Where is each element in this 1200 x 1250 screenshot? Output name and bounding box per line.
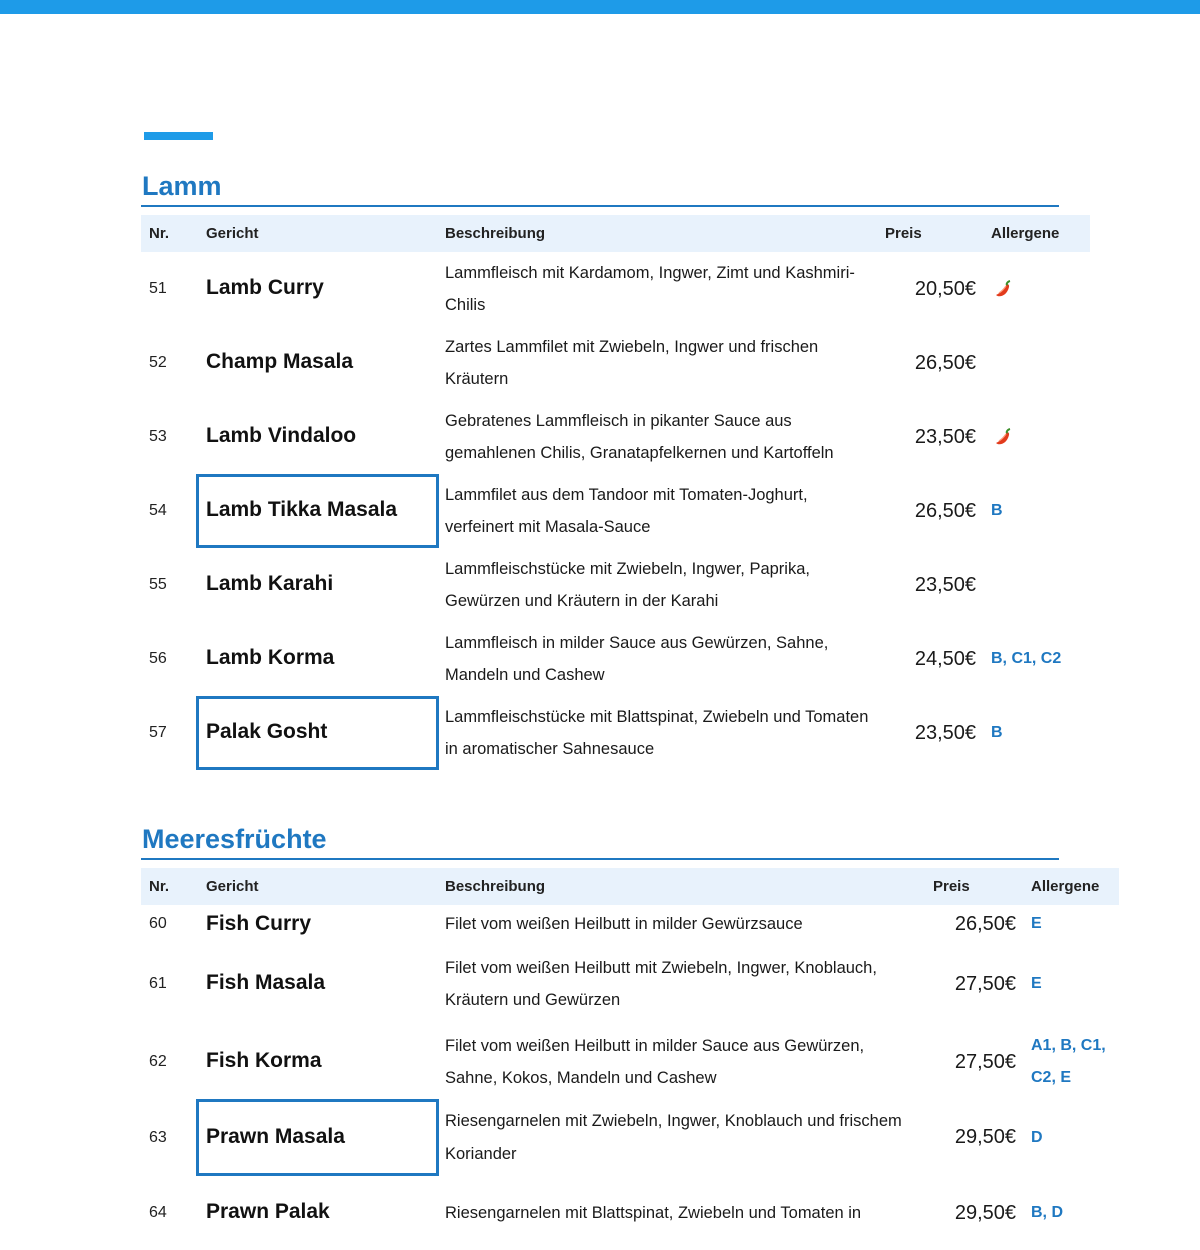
dish-allergens: D <box>1031 1128 1043 1146</box>
section-title-rule <box>141 858 1059 860</box>
table-row[interactable] <box>141 943 1119 1025</box>
table-row[interactable] <box>141 548 1090 622</box>
dish-name[interactable]: Lamb Vindaloo <box>206 424 357 447</box>
dish-description: Lammfleischstücke mit Zwiebeln, Ingwer, Paprika, Gewürzen und Kräutern in der Karahi <box>445 559 810 610</box>
dish-name[interactable]: Fish Korma <box>206 1049 322 1072</box>
chili-pepper-icon <box>991 426 1013 448</box>
dish-description: Filet vom weißen Heilbutt in milder Gewürzsauce <box>445 914 803 933</box>
top-accent-bar <box>0 0 1200 14</box>
dish-price: 29,50€ <box>954 1126 1016 1148</box>
dish-name[interactable]: Prawn Palak <box>206 1200 330 1223</box>
table-row[interactable] <box>141 622 1090 696</box>
dish-description: Filet vom weißen Heilbutt mit Zwiebeln, Ingwer, Knoblauch, Kräutern und Gewürzen <box>445 958 877 1009</box>
dish-allergens <box>982 548 1090 622</box>
section-title-rule <box>141 205 1059 207</box>
header-description: Beschreibung <box>445 878 546 895</box>
dish-description: Lammfleischstücke mit Blattspinat, Zwiebeln und Tomaten in aromatischer Sahnesauce <box>445 707 869 758</box>
dish-allergens <box>982 326 1090 400</box>
dish-price: 23,50€ <box>914 425 976 448</box>
dish-number: 57 <box>149 724 167 741</box>
header-nr: Nr. <box>149 878 170 895</box>
dish-name[interactable]: Prawn Masala <box>196 1099 439 1176</box>
dish-number: 62 <box>149 1053 167 1070</box>
dish-number: 52 <box>149 354 167 371</box>
header-dish: Gericht <box>206 878 259 895</box>
table-row[interactable] <box>141 326 1090 400</box>
header-price: Preis <box>885 225 922 242</box>
section-title: Meeresfrüchte <box>142 824 327 854</box>
table-header-row <box>141 215 1090 252</box>
chili-pepper-icon <box>991 278 1013 300</box>
dish-number: 56 <box>149 650 167 667</box>
dish-number: 61 <box>149 975 167 992</box>
dish-allergens: B, D <box>1031 1204 1063 1221</box>
dish-name[interactable]: Fish Masala <box>206 971 326 994</box>
table-row[interactable] <box>141 252 1090 326</box>
dish-number: 54 <box>149 502 167 519</box>
dish-number: 63 <box>149 1128 167 1146</box>
dish-allergens <box>982 400 1090 474</box>
menu-table-lamm <box>141 215 1090 770</box>
table-row[interactable] <box>141 905 1119 943</box>
dish-description: Riesengarnelen mit Zwiebeln, Ingwer, Knoblauch und frischem Koriander <box>445 1112 902 1163</box>
dish-description: Zartes Lammfilet mit Zwiebeln, Ingwer und frischen Kräutern <box>445 337 819 388</box>
dish-number: 51 <box>149 280 167 297</box>
dish-allergens <box>982 252 1090 326</box>
dish-allergens: E <box>1031 975 1042 992</box>
dish-price: 27,50€ <box>954 972 1016 995</box>
dish-allergens: B, C1, C2 <box>991 650 1062 667</box>
header-nr: Nr. <box>149 225 170 242</box>
dish-allergens: E <box>1031 915 1042 932</box>
header-allergens: Allergene <box>991 225 1060 242</box>
dish-number: 64 <box>149 1204 167 1221</box>
table-row[interactable] <box>141 474 1090 548</box>
dish-description: Lammfilet aus dem Tandoor mit Tomaten-Joghurt, verfeinert mit Masala-Sauce <box>445 485 808 536</box>
table-row[interactable] <box>141 696 1090 770</box>
section-title: Lamm <box>142 171 222 201</box>
dish-number: 53 <box>149 428 167 445</box>
dish-name[interactable]: Lamb Tikka Masala <box>196 474 439 548</box>
table-row[interactable] <box>141 1025 1119 1099</box>
dish-name[interactable]: Palak Gosht <box>196 696 439 770</box>
dish-description: Filet vom weißen Heilbutt in milder Sauce aus Gewürzen, Sahne, Kokos, Mandeln und Cashew <box>445 1036 865 1087</box>
section-seafood <box>141 821 1119 1250</box>
dish-name[interactable]: Champ Masala <box>206 350 354 373</box>
dish-description: Lammfleisch mit Kardamom, Ingwer, Zimt und Kashmiri-Chilis <box>445 263 855 314</box>
dish-price: 27,50€ <box>954 1050 1016 1073</box>
section-lamm <box>141 168 1090 770</box>
section-accent-line <box>144 132 213 140</box>
dish-price: 26,50€ <box>954 912 1016 935</box>
dish-description: Gebratenes Lammfleisch in pikanter Sauce aus gemahlenen Chilis, Granatapfelkernen und Kartoffeln <box>445 411 834 462</box>
dish-allergens: B <box>991 502 1003 519</box>
table-header-row <box>141 868 1119 905</box>
header-description: Beschreibung <box>445 225 546 242</box>
dish-name[interactable]: Fish Curry <box>206 912 312 935</box>
dish-name[interactable]: Lamb Korma <box>206 646 335 669</box>
header-allergens: Allergene <box>1031 878 1100 895</box>
table-row[interactable] <box>141 400 1090 474</box>
menu-table-seafood <box>141 868 1119 1250</box>
dish-name[interactable]: Lamb Karahi <box>206 572 334 595</box>
table-row[interactable] <box>141 1099 1119 1176</box>
dish-description: Riesengarnelen mit Blattspinat, Zwiebeln und Tomaten in <box>445 1203 862 1222</box>
dish-price: 24,50€ <box>914 647 976 670</box>
dish-number: 60 <box>149 915 167 932</box>
table-row[interactable] <box>141 1176 1119 1250</box>
dish-price: 20,50€ <box>914 277 976 300</box>
dish-price: 23,50€ <box>914 721 976 744</box>
dish-number: 55 <box>149 576 167 593</box>
dish-price: 26,50€ <box>914 351 976 374</box>
dish-allergens: A1, B, C1, C2, E <box>1031 1037 1106 1086</box>
dish-name[interactable]: Lamb Curry <box>206 276 324 299</box>
header-price: Preis <box>933 878 970 895</box>
dish-description: Lammfleisch in milder Sauce aus Gewürzen, Sahne, Mandeln und Cashew <box>445 633 829 684</box>
dish-allergens: B <box>991 724 1003 741</box>
header-dish: Gericht <box>206 225 259 242</box>
dish-price: 26,50€ <box>914 499 976 522</box>
dish-price: 23,50€ <box>914 573 976 596</box>
dish-price: 29,50€ <box>954 1201 1016 1224</box>
